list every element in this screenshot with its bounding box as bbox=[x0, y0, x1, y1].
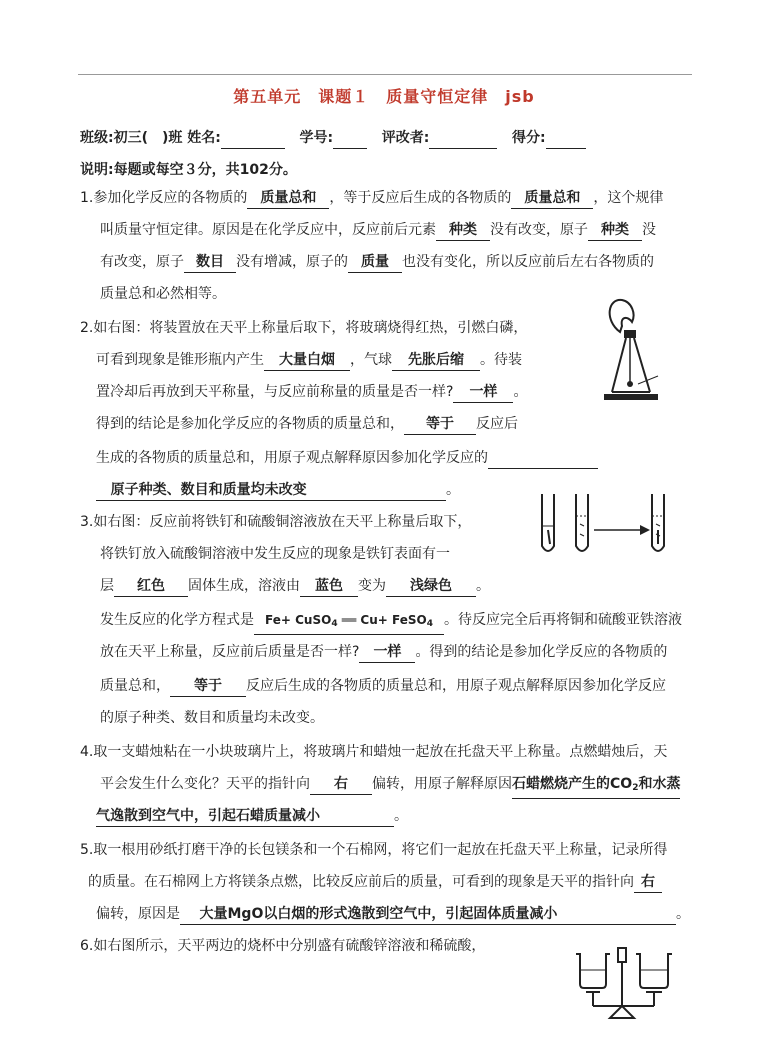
q1-text: 1.参加化学反应的各物质的 bbox=[80, 190, 248, 206]
q1-answer-5[interactable]: 数目 bbox=[184, 252, 236, 273]
q5-line1: 5.取一根用砂纸打磨干净的长包镁条和一个石棉网，将它们一起放在托盘天平上称量，记录所得 bbox=[80, 842, 668, 858]
q5-line3 bbox=[96, 904, 690, 925]
grader-field[interactable] bbox=[429, 128, 497, 149]
student-info-row bbox=[80, 128, 586, 149]
score-field[interactable] bbox=[546, 128, 586, 149]
q1-text: 没有改变，原子 bbox=[490, 222, 588, 238]
id-label: 学号: bbox=[299, 130, 334, 146]
q2-text: 得到的结论是参加化学反应的各物质的质量总和， bbox=[96, 416, 404, 432]
q2-answer-4[interactable]: 等于 bbox=[404, 414, 476, 435]
q4-line3 bbox=[96, 806, 408, 827]
q4-line1: 4.取一支蜡烛粘在一小块玻璃片上，将玻璃片和蜡烛一起放在托盘天平上称量。点燃蜡烛后，天 bbox=[80, 744, 668, 760]
q3-text: 。 bbox=[476, 578, 490, 594]
q2-answer-2[interactable]: 先胀后缩 bbox=[392, 350, 480, 371]
instructions-note: 说明:每题或每空３分，共102分。 bbox=[80, 162, 297, 178]
q3-answer-1[interactable]: 红色 bbox=[114, 576, 188, 597]
q2-text: 。 bbox=[446, 482, 460, 498]
q2-text: 可看到现象是锥形瓶内产生 bbox=[96, 352, 264, 368]
q2-line1: 2.如右图：将装置放在天平上称量后取下，将玻璃烧得红热，引燃白磷， bbox=[80, 320, 528, 336]
q3-answer-4[interactable]: 一样 bbox=[359, 642, 415, 663]
class-label: 班级:初三( )班 bbox=[80, 130, 183, 146]
q1-text: 没有增减，原子的 bbox=[236, 254, 348, 270]
q1-text: 有改变，原子 bbox=[100, 254, 184, 270]
q5-answer-2[interactable] bbox=[180, 904, 676, 925]
q1-answer-6[interactable]: 质量 bbox=[348, 252, 402, 273]
q4-text: 。 bbox=[394, 808, 408, 824]
q2-answer-3[interactable]: 一样 bbox=[453, 382, 513, 403]
equation-part: Fe+ CuSO bbox=[265, 613, 332, 627]
name-label: 姓名: bbox=[187, 130, 221, 146]
q3-text: 放在天平上称量，反应前后质量是否一样? bbox=[100, 644, 360, 660]
q2-text: 置冷却后再放到天平称量，与反应前称量的质量是否一样? bbox=[96, 384, 454, 400]
q5-text: 。 bbox=[676, 906, 690, 922]
header-rule bbox=[78, 74, 692, 75]
q3-text: 质量总和， bbox=[100, 678, 170, 694]
q2-text: 。待装 bbox=[480, 352, 522, 368]
q2-line2 bbox=[96, 350, 522, 371]
name-field[interactable] bbox=[221, 128, 285, 149]
q3-line4 bbox=[100, 610, 682, 635]
q3-line5 bbox=[100, 642, 667, 663]
q3-text: 层 bbox=[100, 578, 114, 594]
q2-answer-1[interactable]: 大量白烟 bbox=[264, 350, 350, 371]
q3-answer-5[interactable]: 等于 bbox=[170, 676, 246, 697]
q1-text: 没 bbox=[642, 222, 656, 238]
q2-text: 。 bbox=[513, 384, 528, 400]
q3-text: 反应后生成的各物质的质量总和，用原子观点解释原因参加化学反应 bbox=[246, 678, 666, 694]
q4-line2 bbox=[100, 774, 680, 799]
q1-answer-2[interactable]: 质量总和 bbox=[511, 188, 593, 209]
equation-subscript: 4 bbox=[331, 619, 338, 629]
q3-text: 。待反应完全后再将铜和硫酸亚铁溶液 bbox=[444, 612, 682, 628]
q4-answer-2a[interactable] bbox=[512, 774, 680, 799]
q1-text: ，等于反应后生成的各物质的 bbox=[329, 190, 512, 206]
q1-line1 bbox=[80, 188, 663, 209]
q4-text: 偏转，用原子解释原因 bbox=[372, 776, 512, 792]
q3-answer-3[interactable]: 浅绿色 bbox=[386, 576, 476, 597]
q5-answer-1[interactable]: 右 bbox=[634, 872, 662, 893]
test-tubes-figure bbox=[536, 490, 676, 560]
q1-line4: 质量总和必然相等。 bbox=[100, 286, 226, 302]
q3-text: 变为 bbox=[358, 578, 386, 594]
q2-answer-5-text: 原子种类、数目和质量均未改变 bbox=[110, 482, 307, 498]
q3-line3 bbox=[100, 576, 490, 597]
q3-text: 发生反应的化学方程式是 bbox=[100, 612, 254, 628]
page-title: 第五单元 课题１ 质量守恒定律 jsb bbox=[233, 87, 535, 106]
q5-answer-2-text: 大量MgO以白烟的形式逸散到空气中，引起固体质量减小 bbox=[199, 906, 558, 922]
id-field[interactable] bbox=[333, 128, 367, 149]
q6-line1: 6.如右图所示，天平两边的烧杯中分别盛有硫酸锌溶液和稀硫酸， bbox=[80, 938, 486, 954]
q3-equation-answer[interactable] bbox=[254, 610, 444, 635]
balance-beakers-figure bbox=[570, 944, 690, 1024]
q1-line3 bbox=[100, 252, 654, 273]
q5-line2 bbox=[88, 872, 662, 893]
q4-answer-1[interactable]: 右 bbox=[310, 774, 372, 795]
q3-line1: 3.如右图：反应前将铁钉和硫酸铜溶液放在天平上称量后取下， bbox=[80, 514, 472, 530]
answer-part: 和水蒸 bbox=[638, 776, 681, 792]
q3-answer-2[interactable]: 蓝色 bbox=[300, 576, 358, 597]
q3-line6 bbox=[100, 676, 666, 697]
q5-text: 的质量。在石棉网上方将镁条点燃，比较反应前后的质量，可看到的现象是天平的指针向 bbox=[88, 874, 634, 890]
grader-label: 评改者: bbox=[381, 130, 430, 146]
q1-answer-4[interactable]: 种类 bbox=[588, 220, 642, 241]
q3-text: 固体生成，溶液由 bbox=[188, 578, 300, 594]
q2-text: 生成的各物质的质量总和，用原子观点解释原因参加化学反应的 bbox=[96, 450, 488, 466]
q2-line5 bbox=[96, 448, 598, 469]
q1-text: ，这个规律 bbox=[593, 190, 664, 206]
q2-answer-5[interactable] bbox=[96, 480, 446, 501]
q3-line2: 将铁钉放入硫酸铜溶液中发生反应的现象是铁钉表面有一 bbox=[100, 546, 450, 562]
q2-text: 反应后 bbox=[476, 416, 518, 432]
q2-blank-line bbox=[488, 448, 598, 469]
q3-text: 。得到的结论是参加化学反应的各物质的 bbox=[415, 644, 668, 660]
score-label: 得分: bbox=[511, 130, 546, 146]
q2-line6 bbox=[96, 480, 460, 501]
q2-text: ，气球 bbox=[350, 352, 392, 368]
answer-subscript: 2 bbox=[632, 783, 639, 793]
flask-balloon-figure bbox=[598, 296, 664, 406]
q5-text: 偏转，原因是 bbox=[96, 906, 180, 922]
equation-part: ══ Cu+ FeSO bbox=[337, 613, 427, 627]
q1-line2 bbox=[100, 220, 656, 241]
q1-answer-3[interactable]: 种类 bbox=[436, 220, 490, 241]
q4-text: 平会发生什么变化？天平的指针向 bbox=[100, 776, 310, 792]
answer-part: 石蜡燃烧产生的CO bbox=[512, 776, 633, 792]
q3-line7: 的原子种类、数目和质量均未改变。 bbox=[100, 710, 324, 726]
equation-subscript: 4 bbox=[426, 619, 433, 629]
q2-line3 bbox=[96, 382, 527, 403]
q4-answer-2b[interactable]: 气逸散到空气中，引起石蜡质量减小 bbox=[96, 806, 394, 827]
q2-line4 bbox=[96, 414, 518, 435]
q1-text: 也没有变化，所以反应前后左右各物质的 bbox=[402, 254, 654, 270]
q1-answer-1[interactable]: 质量总和 bbox=[247, 188, 329, 209]
q1-text: 叫质量守恒定律。原因是在化学反应中，反应前后元素 bbox=[100, 222, 436, 238]
